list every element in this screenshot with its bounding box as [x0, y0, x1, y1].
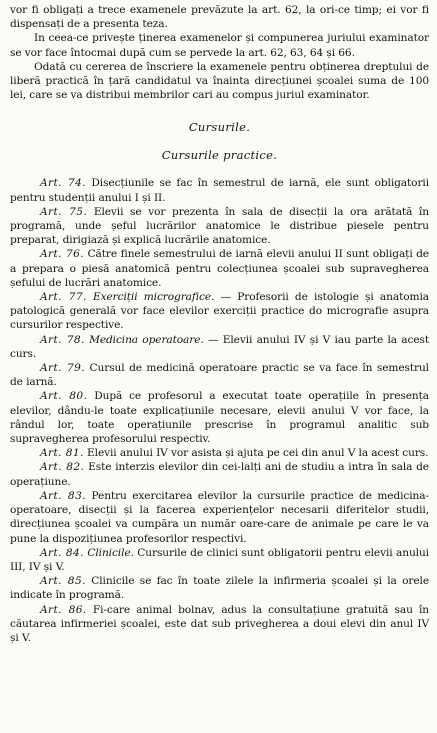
article-number: Art. 80. — [40, 390, 88, 403]
article-number: Art. 77. — [40, 291, 87, 304]
intro-paragraph-3: Odată cu cererea de înscriere la examenele pentru obținerea dreptului de liberă practică în țară candidatul va înainta direcțiunei școalei suma de 100 lei, care se va distribui membrilor cari au compus juriul examinator. — [10, 60, 429, 102]
article-text: Elevii anului IV vor asista și ajuta pe cei din anul V la acest curs. — [87, 447, 429, 460]
article-text: Este interzis elevilor din cei-lalți ani de studiu a intra în sala de operațiune. — [10, 461, 429, 488]
article-text: Clinicile se fac în toate zilele la infirmeria școalei și la orele indicate în programă. — [10, 575, 429, 602]
article-text: Pentru exercitarea elevilor la cursurile practice de medicina-operatoare, disecții și la facerea experiențelor necesarii diferitelor studii, direcțiunea școalei va cumpăra un număr oare-care de animale pe care le va pune la dispozițiunea profesorilor respectivi. — [10, 489, 429, 545]
article-number: Art. 84. — [40, 546, 84, 559]
article-text: Către finele semestrului de iarnă elevii anului II sunt obligați de a prepara o piesă anatomică pentru colecțiunea școalei sub supravegherea șefului de lucrări anatomice. — [10, 248, 429, 289]
article-text: Disecțiunile se fac în semestrul de iarnă, ele sunt obligatorii pentru studenții anului I și II. — [10, 177, 429, 204]
article-text: Cursurile de clinici sunt obligatorii pentru elevii anului III, IV și V. — [10, 546, 429, 573]
article-text: După ce profesorul a executat toate operațiile în presența elevilor, dându-le toate explicațiunile necesare, elevii anului V vor face, la rândul lor, toate operațiunile prescrise în programul analitic sub supravegherea profesorului respectiv. — [10, 390, 429, 446]
article-number: Art. 74. — [40, 177, 86, 190]
article-text: Fi-care animal bolnav, adus la consultațiune gratuită sau în căutarea infirmeriei școalei, este dat sub privegherea a doui elevi din anul IV și V. — [10, 603, 429, 644]
article-number: Art. 76. — [40, 248, 85, 261]
article-76 — [10, 247, 429, 290]
article-number: Art. 85. — [40, 575, 86, 588]
article-title: Medicina operatoare. — [89, 333, 204, 346]
article-83 — [10, 489, 429, 546]
article-86 — [10, 603, 429, 646]
article-number: Art. 82. — [40, 461, 85, 474]
article-text: — Profesorii de istologie și anatomia patologică generală vor face elevilor exerciții practice do micrografie asupra cursurilor respective. — [10, 291, 429, 332]
article-74 — [10, 176, 429, 204]
article-85 — [10, 574, 429, 602]
article-number: Art. 83. — [40, 489, 86, 502]
intro-paragraph-1: vor fi obligați a trece examenele prevăzute la art. 62, la ori-ce timp; ei vor fi dispensați de a presenta teza. — [10, 4, 429, 31]
article-82 — [10, 460, 429, 488]
section-heading: Cursurile. — [188, 120, 251, 135]
article-75 — [10, 205, 429, 248]
article-78 — [10, 333, 429, 361]
article-81 — [10, 446, 429, 460]
article-number: Art. 79. — [40, 362, 85, 375]
article-text: Cursul de medicină operatoare practic se va face în semestrul de iarnă. — [10, 362, 429, 389]
article-text: Elevii se vor prezenta în sala de disecții la ora arătată în programă, unde șeful lucrărilor anatomice le distribue piesele pentru preparat, dirigiază și explică lucrările anatomice. — [10, 205, 429, 247]
article-title: Clinicile. — [87, 546, 134, 559]
article-77 — [10, 290, 429, 333]
article-number: Art. 86. — [40, 603, 87, 616]
article-84 — [10, 546, 429, 574]
intro-paragraph-2: In ceea-ce privește ținerea examenelor și compunerea juriului examinator se vor face întocmai după cum se pervede la art. 62, 63, 64 și 66. — [10, 32, 429, 59]
article-80 — [10, 389, 429, 446]
article-text: — Elevii anului IV și V iau parte la acest curs. — [10, 333, 429, 360]
article-number: Art. 81. — [40, 447, 84, 460]
article-title: Exerciții micrografice. — [92, 291, 215, 304]
article-number: Art. 75. — [40, 205, 88, 218]
articles-list — [10, 176, 429, 645]
article-79 — [10, 361, 429, 389]
subsection-heading: Cursurile practice. — [161, 148, 278, 163]
article-number: Art. 78. — [40, 333, 85, 346]
